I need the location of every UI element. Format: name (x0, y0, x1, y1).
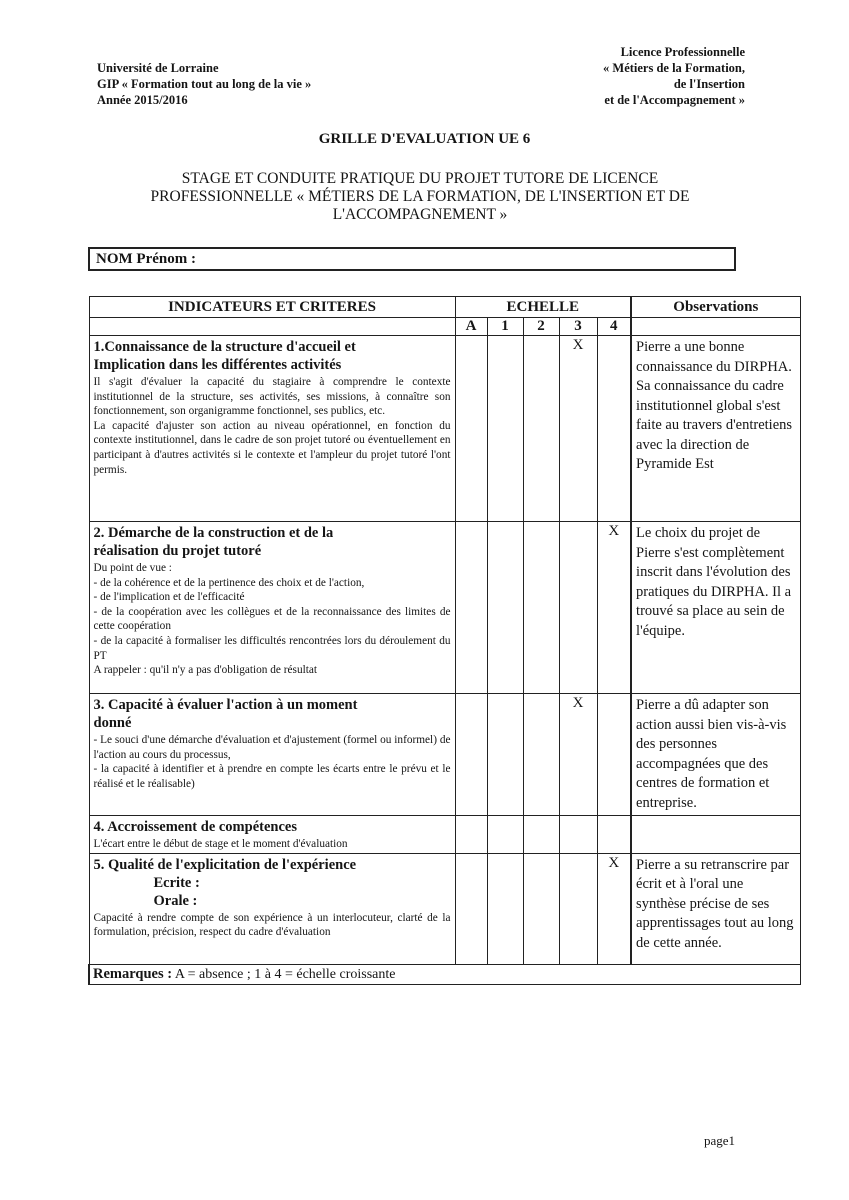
description-line: - de la cohérence et de la pertinence des choix et de l'action, (93, 576, 365, 589)
mark-cell-a[interactable] (455, 816, 487, 854)
academic-year: Année 2015/2016 (97, 93, 188, 107)
mark-cell-2[interactable] (523, 522, 559, 694)
observations-header: Observations (631, 297, 800, 318)
mark-cell-4[interactable]: X (597, 522, 631, 694)
mark-cell-1[interactable] (487, 694, 523, 816)
description-line: - Le souci d'une démarche d'évaluation et d'ajustement (formel ou informel) de l'action au cours du processus, (93, 734, 451, 761)
scale-level-2: 2 (523, 318, 559, 336)
table-row (89, 336, 800, 522)
description-paragraph: La capacité d'ajuster son action au niveau opérationnel, en fonction du contexte institutionnel, dans le cadre de son projet tutoré ou éventuellement en participant à d'autres activités si le contexte et l'ampleur du projet tutoré l'ont permis. (93, 419, 451, 476)
header-left (97, 60, 311, 108)
criterion-cell (89, 816, 455, 854)
criterion-title-line: 3. Capacité à évaluer l'action à un moment (93, 697, 358, 713)
criterion-title (94, 818, 451, 836)
mark-cell-1[interactable] (487, 853, 523, 964)
criterion-title-line: 2. Démarche de la construction et de la (93, 525, 334, 541)
description-line: - de la coopération avec les collègues et de la reconnaissance des limites de cette coopération (93, 605, 451, 633)
mark-cell-3[interactable]: X (559, 694, 597, 816)
criterion-title (94, 696, 451, 732)
criterion-title-line: 5. Qualité de l'explicitation de l'expérience (93, 856, 357, 873)
name-field[interactable] (88, 247, 736, 271)
criterion-sub-label-oral: Orale : (153, 892, 198, 909)
scale-level-4: 4 (597, 318, 631, 336)
criterion-description (94, 837, 451, 852)
criterion-description (94, 375, 451, 477)
mark-cell-1[interactable] (487, 816, 523, 854)
mark-cell-1[interactable] (487, 336, 523, 522)
scale-header: ECHELLE (455, 297, 631, 318)
criterion-title (94, 524, 451, 560)
criteria-header: INDICATEURS ET CRITERES (89, 297, 455, 318)
mark-cell-2[interactable] (523, 816, 559, 854)
blank-cell (89, 318, 455, 336)
description-line: A rappeler : qu'il n'y a pas d'obligation de résultat (93, 664, 318, 677)
criterion-title-line: donné (93, 715, 132, 731)
gip-name: GIP « Formation tout au long de la vie » (97, 77, 312, 91)
criterion-title-line: Implication dans les différentes activités (93, 357, 342, 373)
description-line: L'écart entre le début de stage et le moment d'évaluation (93, 838, 348, 850)
remarks-cell (89, 964, 800, 984)
remarks-row (89, 964, 800, 984)
table-row (89, 522, 800, 694)
mark-cell-4[interactable]: X (597, 853, 631, 964)
mark-cell-4[interactable] (597, 694, 631, 816)
criterion-title-line: 1.Connaissance de la structure d'accueil et (93, 339, 356, 355)
mark-cell-a[interactable] (455, 522, 487, 694)
degree-line-1: Licence Professionnelle (620, 45, 745, 59)
criterion-cell (89, 694, 455, 816)
criterion-cell (89, 336, 455, 522)
blank-cell (631, 318, 800, 336)
description-line: Du point de vue : (93, 562, 172, 574)
mark-cell-4[interactable] (597, 816, 631, 854)
criterion-title-line: réalisation du projet tutoré (93, 543, 262, 559)
degree-line-2: « Métiers de la Formation, (603, 61, 745, 75)
criterion-cell (89, 522, 455, 694)
document-title: GRILLE D'EVALUATION UE 6 (318, 131, 531, 147)
criterion-description (94, 911, 451, 940)
description-line: - la capacité à identifier et à prendre en compte les écarts entre le prévu et le réalisé et le réalisable) (93, 763, 451, 790)
table-row (89, 853, 800, 964)
page-number: page1 (704, 1133, 736, 1148)
subtitle-line: STAGE ET CONDUITE PRATIQUE DU PROJET TUTORE DE LICENCE (181, 170, 659, 187)
criterion-cell (89, 853, 455, 964)
university-name: Université de Lorraine (97, 61, 219, 75)
mark-cell-2[interactable] (523, 336, 559, 522)
mark-cell-3[interactable] (559, 853, 597, 964)
table-row (89, 816, 800, 854)
criterion-title (94, 338, 451, 374)
remarks-label: Remarques : (93, 965, 173, 982)
scale-level-a: A (455, 318, 487, 336)
description-line: - de la capacité à formaliser les difficultés rencontrées lors du déroulement du PT (93, 634, 451, 662)
subtitle-line: PROFESSIONNELLE « MÉTIERS DE LA FORMATION, DE L'INSERTION ET DE (150, 188, 690, 205)
table-row (89, 694, 800, 816)
mark-cell-a[interactable] (455, 853, 487, 964)
mark-cell-1[interactable] (487, 522, 523, 694)
header-right (603, 44, 745, 108)
mark-cell-3[interactable] (559, 522, 597, 694)
description-line: - de l'implication et de l'efficacité (93, 591, 245, 604)
evaluation-table (88, 296, 801, 985)
document-subtitle (100, 170, 740, 224)
mark-cell-3[interactable] (559, 816, 597, 854)
mark-cell-4[interactable] (597, 336, 631, 522)
observation-cell[interactable]: Pierre a su retranscrire par écrit et à l'oral une synthèse précise de ses apprentissages tout au long de cette année. (631, 853, 800, 964)
remarks-text: A = absence ; 1 à 4 = échelle croissante (174, 966, 396, 982)
scale-level-1: 1 (487, 318, 523, 336)
mark-cell-a[interactable] (455, 336, 487, 522)
mark-cell-2[interactable] (523, 694, 559, 816)
observation-cell[interactable]: Pierre a dû adapter son action aussi bien vis-à-vis des personnes accompagnées que des centres de formation et entreprise. (631, 694, 800, 816)
mark-cell-a[interactable] (455, 694, 487, 816)
degree-line-3: de l'Insertion (673, 77, 745, 91)
description-paragraph: Il s'agit d'évaluer la capacité du stagiaire à comprendre le contexte institutionnel de la structure, ses activités, ses missions, à connaître son fonctionnement, son organigramme fonctionnel, ses publics, etc. (93, 376, 451, 418)
observation-cell[interactable]: Le choix du projet de Pierre s'est complètement inscrit dans l'évolution des pratiques du DIRPHA. Il a trouvé sa place au sein de l'équipe. (631, 522, 800, 694)
observation-cell[interactable]: Pierre a une bonne connaissance du DIRPHA. Sa connaissance du cadre institutionnel global s'est faite au travers d'entretiens avec la direction de Pyramide Est (631, 336, 800, 522)
mark-cell-3[interactable]: X (559, 336, 597, 522)
description-line: Capacité à rendre compte de son expérience à un interlocuteur, clarté de la formulation, précision, respect du cadre d'évaluation (93, 911, 451, 939)
criterion-description (94, 561, 451, 678)
criterion-title (94, 856, 451, 910)
scale-level-3: 3 (559, 318, 597, 336)
mark-cell-2[interactable] (523, 853, 559, 964)
name-label: NOM Prénom : (96, 251, 196, 267)
observation-cell[interactable] (631, 816, 800, 854)
criterion-description (94, 733, 451, 791)
subtitle-line: L'ACCOMPAGNEMENT » (332, 206, 508, 223)
criterion-sub-label-written: Ecrite : (153, 874, 200, 891)
criterion-title-line: 4. Accroissement de compétences (93, 819, 297, 835)
degree-line-4: et de l'Accompagnement » (604, 93, 745, 107)
